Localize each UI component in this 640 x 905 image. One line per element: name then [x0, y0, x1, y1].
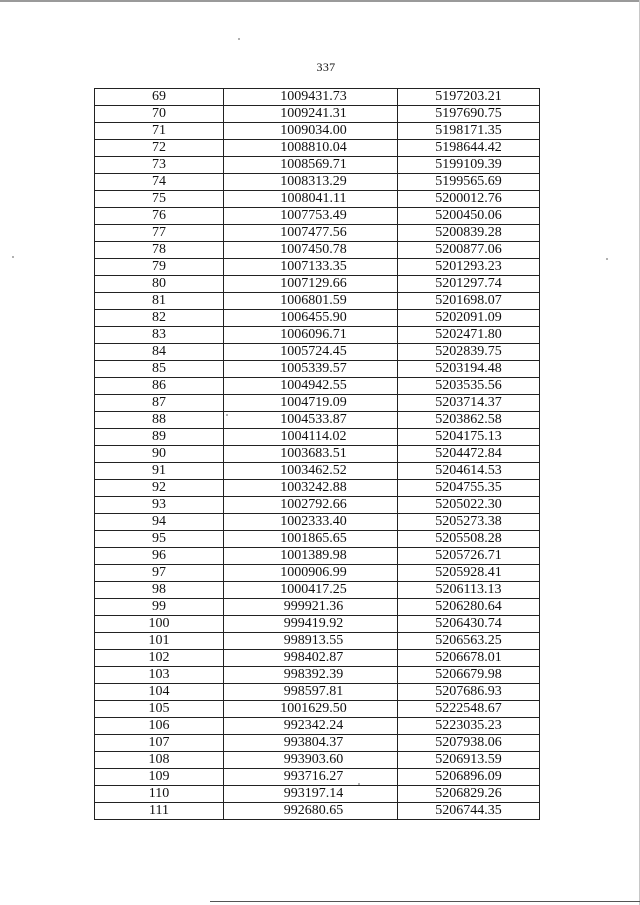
- table-row: [95, 480, 540, 497]
- y-coordinate-cell: 5203194.48: [398, 361, 540, 378]
- y-coordinate-cell: 5206679.98: [398, 667, 540, 684]
- y-coordinate-cell: 5205726.71: [398, 548, 540, 565]
- point-number-cell: 109: [95, 769, 224, 786]
- x-coordinate-cell: 998402.87: [224, 650, 398, 667]
- table-row: [95, 786, 540, 803]
- scan-speck: [238, 38, 240, 40]
- point-number-cell: 89: [95, 429, 224, 446]
- coordinate-table: [94, 88, 540, 820]
- y-coordinate-cell: 5201698.07: [398, 293, 540, 310]
- table-row: [95, 276, 540, 293]
- table-row: [95, 565, 540, 582]
- x-coordinate-cell: 1007753.49: [224, 208, 398, 225]
- x-coordinate-cell: 1003683.51: [224, 446, 398, 463]
- table-row: [95, 327, 540, 344]
- y-coordinate-cell: 5204175.13: [398, 429, 540, 446]
- point-number-cell: 83: [95, 327, 224, 344]
- x-coordinate-cell: 1007450.78: [224, 242, 398, 259]
- y-coordinate-cell: 5203714.37: [398, 395, 540, 412]
- point-number-cell: 88: [95, 412, 224, 429]
- point-number-cell: 98: [95, 582, 224, 599]
- y-coordinate-cell: 5202471.80: [398, 327, 540, 344]
- x-coordinate-cell: 1002792.66: [224, 497, 398, 514]
- y-coordinate-cell: 5206563.25: [398, 633, 540, 650]
- x-coordinate-cell: 1001389.98: [224, 548, 398, 565]
- point-number-cell: 106: [95, 718, 224, 735]
- y-coordinate-cell: 5202839.75: [398, 344, 540, 361]
- point-number-cell: 74: [95, 174, 224, 191]
- table-row: [95, 429, 540, 446]
- y-coordinate-cell: 5198171.35: [398, 123, 540, 140]
- y-coordinate-cell: 5222548.67: [398, 701, 540, 718]
- y-coordinate-cell: 5197690.75: [398, 106, 540, 123]
- table-row: [95, 140, 540, 157]
- point-number-cell: 111: [95, 803, 224, 820]
- table-row: [95, 344, 540, 361]
- table-row: [95, 225, 540, 242]
- x-coordinate-cell: 993903.60: [224, 752, 398, 769]
- scan-speck: [358, 783, 360, 785]
- point-number-cell: 102: [95, 650, 224, 667]
- table-row: [95, 582, 540, 599]
- point-number-cell: 84: [95, 344, 224, 361]
- point-number-cell: 99: [95, 599, 224, 616]
- y-coordinate-cell: 5205508.28: [398, 531, 540, 548]
- table-row: [95, 633, 540, 650]
- point-number-cell: 75: [95, 191, 224, 208]
- table-row: [95, 752, 540, 769]
- point-number-cell: 70: [95, 106, 224, 123]
- x-coordinate-cell: 992342.24: [224, 718, 398, 735]
- x-coordinate-cell: 1007477.56: [224, 225, 398, 242]
- y-coordinate-cell: 5199565.69: [398, 174, 540, 191]
- point-number-cell: 82: [95, 310, 224, 327]
- point-number-cell: 77: [95, 225, 224, 242]
- table-row: [95, 89, 540, 106]
- point-number-cell: 93: [95, 497, 224, 514]
- y-coordinate-cell: 5200877.06: [398, 242, 540, 259]
- table-row: [95, 361, 540, 378]
- point-number-cell: 110: [95, 786, 224, 803]
- y-coordinate-cell: 5201297.74: [398, 276, 540, 293]
- y-coordinate-cell: 5206430.74: [398, 616, 540, 633]
- x-coordinate-cell: 1005339.57: [224, 361, 398, 378]
- y-coordinate-cell: 5206829.26: [398, 786, 540, 803]
- point-number-cell: 105: [95, 701, 224, 718]
- y-coordinate-cell: 5206678.01: [398, 650, 540, 667]
- y-coordinate-cell: 5200839.28: [398, 225, 540, 242]
- x-coordinate-cell: 1007133.35: [224, 259, 398, 276]
- table-row: [95, 497, 540, 514]
- table-row: [95, 157, 540, 174]
- point-number-cell: 72: [95, 140, 224, 157]
- x-coordinate-cell: 998392.39: [224, 667, 398, 684]
- table-row: [95, 378, 540, 395]
- y-coordinate-cell: 5200450.06: [398, 208, 540, 225]
- table-row: [95, 803, 540, 820]
- x-coordinate-cell: 1004719.09: [224, 395, 398, 412]
- point-number-cell: 80: [95, 276, 224, 293]
- table-row: [95, 310, 540, 327]
- point-number-cell: 78: [95, 242, 224, 259]
- table-row: [95, 667, 540, 684]
- y-coordinate-cell: 5198644.42: [398, 140, 540, 157]
- y-coordinate-cell: 5206744.35: [398, 803, 540, 820]
- x-coordinate-cell: 1006801.59: [224, 293, 398, 310]
- scan-speck: [12, 256, 14, 258]
- y-coordinate-cell: 5199109.39: [398, 157, 540, 174]
- x-coordinate-cell: 1004533.87: [224, 412, 398, 429]
- x-coordinate-cell: 1008810.04: [224, 140, 398, 157]
- y-coordinate-cell: 5204614.53: [398, 463, 540, 480]
- table-row: [95, 650, 540, 667]
- x-coordinate-cell: 1009241.31: [224, 106, 398, 123]
- table-row: [95, 208, 540, 225]
- x-coordinate-cell: 993804.37: [224, 735, 398, 752]
- point-number-cell: 96: [95, 548, 224, 565]
- x-coordinate-cell: 1001629.50: [224, 701, 398, 718]
- y-coordinate-cell: 5203862.58: [398, 412, 540, 429]
- x-coordinate-cell: 1007129.66: [224, 276, 398, 293]
- point-number-cell: 103: [95, 667, 224, 684]
- table-row: [95, 395, 540, 412]
- y-coordinate-cell: 5203535.56: [398, 378, 540, 395]
- point-number-cell: 69: [95, 89, 224, 106]
- x-coordinate-cell: 998913.55: [224, 633, 398, 650]
- point-number-cell: 92: [95, 480, 224, 497]
- scan-edge-top: [0, 0, 640, 2]
- x-coordinate-cell: 1000417.25: [224, 582, 398, 599]
- table-row: [95, 242, 540, 259]
- x-coordinate-cell: 1004942.55: [224, 378, 398, 395]
- x-coordinate-cell: 999419.92: [224, 616, 398, 633]
- table-row: [95, 191, 540, 208]
- y-coordinate-cell: 5223035.23: [398, 718, 540, 735]
- x-coordinate-cell: 1008313.29: [224, 174, 398, 191]
- x-coordinate-cell: 993716.27: [224, 769, 398, 786]
- x-coordinate-cell: 1003242.88: [224, 480, 398, 497]
- y-coordinate-cell: 5206913.59: [398, 752, 540, 769]
- table-row: [95, 701, 540, 718]
- page-number: 337: [316, 60, 336, 74]
- scan-edge-bottom: [210, 901, 640, 902]
- x-coordinate-cell: 998597.81: [224, 684, 398, 701]
- point-number-cell: 94: [95, 514, 224, 531]
- table-row: [95, 769, 540, 786]
- point-number-cell: 95: [95, 531, 224, 548]
- point-number-cell: 85: [95, 361, 224, 378]
- x-coordinate-cell: 1008041.11: [224, 191, 398, 208]
- y-coordinate-cell: 5206280.64: [398, 599, 540, 616]
- scan-speck: [606, 258, 608, 260]
- table-row: [95, 293, 540, 310]
- x-coordinate-cell: 1006096.71: [224, 327, 398, 344]
- x-coordinate-cell: 999921.36: [224, 599, 398, 616]
- x-coordinate-cell: 1004114.02: [224, 429, 398, 446]
- table-row: [95, 412, 540, 429]
- y-coordinate-cell: 5205273.38: [398, 514, 540, 531]
- y-coordinate-cell: 5206113.13: [398, 582, 540, 599]
- x-coordinate-cell: 1002333.40: [224, 514, 398, 531]
- table-row: [95, 446, 540, 463]
- y-coordinate-cell: 5206896.09: [398, 769, 540, 786]
- point-number-cell: 97: [95, 565, 224, 582]
- table-row: [95, 123, 540, 140]
- x-coordinate-cell: 1006455.90: [224, 310, 398, 327]
- x-coordinate-cell: 992680.65: [224, 803, 398, 820]
- point-number-cell: 76: [95, 208, 224, 225]
- y-coordinate-cell: 5207938.06: [398, 735, 540, 752]
- table-row: [95, 548, 540, 565]
- x-coordinate-cell: 1008569.71: [224, 157, 398, 174]
- x-coordinate-cell: 1001865.65: [224, 531, 398, 548]
- table-row: [95, 616, 540, 633]
- x-coordinate-cell: 993197.14: [224, 786, 398, 803]
- coordinate-table-body: [95, 89, 540, 820]
- point-number-cell: 107: [95, 735, 224, 752]
- point-number-cell: 100: [95, 616, 224, 633]
- point-number-cell: 73: [95, 157, 224, 174]
- x-coordinate-cell: 1005724.45: [224, 344, 398, 361]
- y-coordinate-cell: 5205022.30: [398, 497, 540, 514]
- y-coordinate-cell: 5197203.21: [398, 89, 540, 106]
- y-coordinate-cell: 5204472.84: [398, 446, 540, 463]
- point-number-cell: 101: [95, 633, 224, 650]
- point-number-cell: 79: [95, 259, 224, 276]
- point-number-cell: 81: [95, 293, 224, 310]
- x-coordinate-cell: 1009431.73: [224, 89, 398, 106]
- x-coordinate-cell: 1009034.00: [224, 123, 398, 140]
- point-number-cell: 86: [95, 378, 224, 395]
- table-row: [95, 599, 540, 616]
- y-coordinate-cell: 5202091.09: [398, 310, 540, 327]
- table-row: [95, 463, 540, 480]
- y-coordinate-cell: 5207686.93: [398, 684, 540, 701]
- point-number-cell: 71: [95, 123, 224, 140]
- y-coordinate-cell: 5201293.23: [398, 259, 540, 276]
- point-number-cell: 87: [95, 395, 224, 412]
- table-row: [95, 684, 540, 701]
- table-row: [95, 735, 540, 752]
- table-row: [95, 718, 540, 735]
- x-coordinate-cell: 1000906.99: [224, 565, 398, 582]
- table-row: [95, 106, 540, 123]
- point-number-cell: 104: [95, 684, 224, 701]
- y-coordinate-cell: 5204755.35: [398, 480, 540, 497]
- scan-speck: [226, 414, 228, 416]
- x-coordinate-cell: 1003462.52: [224, 463, 398, 480]
- table-row: [95, 514, 540, 531]
- y-coordinate-cell: 5200012.76: [398, 191, 540, 208]
- y-coordinate-cell: 5205928.41: [398, 565, 540, 582]
- point-number-cell: 90: [95, 446, 224, 463]
- table-row: [95, 259, 540, 276]
- point-number-cell: 91: [95, 463, 224, 480]
- point-number-cell: 108: [95, 752, 224, 769]
- table-row: [95, 174, 540, 191]
- table-row: [95, 531, 540, 548]
